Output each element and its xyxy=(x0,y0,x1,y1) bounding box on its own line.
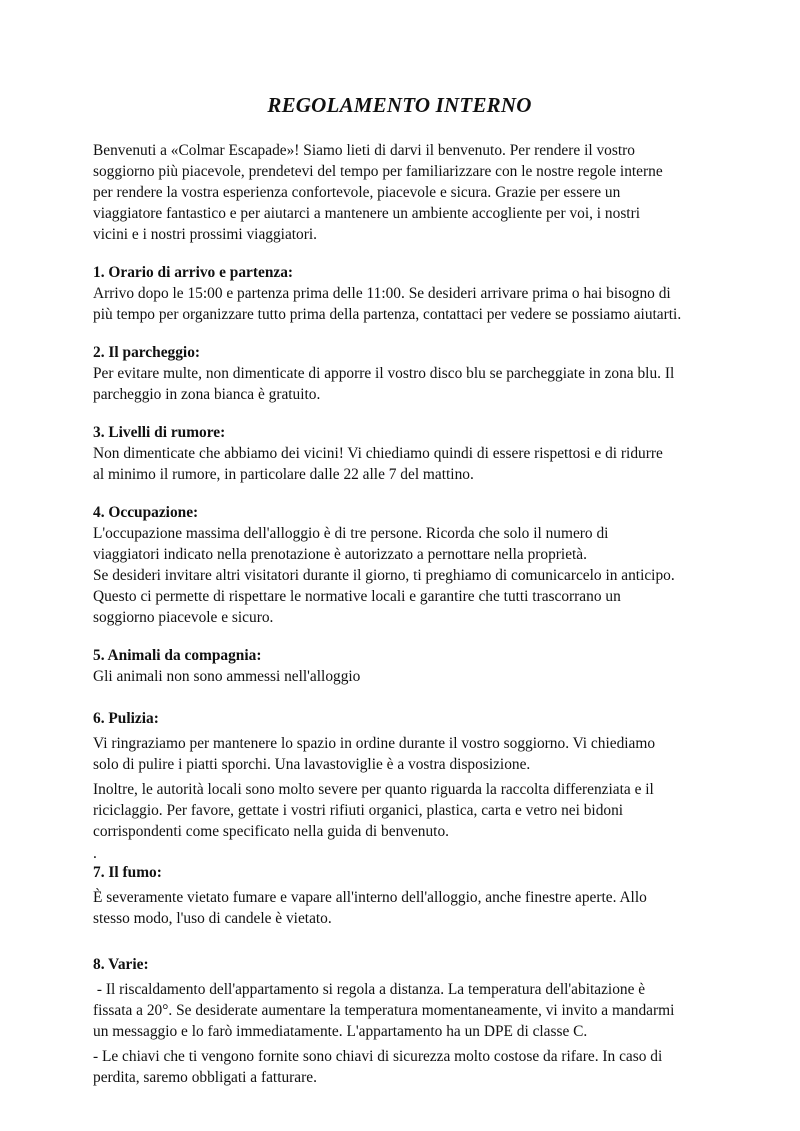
section-line: - Il riscaldamento dell'appartamento si regola a distanza. La temperatura dell'abitazione è xyxy=(93,981,646,998)
section-parking xyxy=(93,342,706,405)
section-line: - Le chiavi che ti vengono fornite sono chiavi di sicurezza molto costose da rifare. In caso di xyxy=(93,1048,663,1065)
section-line: Inoltre, le autorità locali sono molto severe per quanto riguarda la raccolta differenziata e il xyxy=(93,781,654,798)
section-line: Arrivo dopo le 15:00 e partenza prima delle 11:00. Se desideri arrivare prima o hai bisogno di xyxy=(93,285,671,302)
section-heading: 4. Occupazione: xyxy=(93,504,199,521)
section-line: È severamente vietato fumare e vapare all'interno dell'alloggio, anche finestre aperte. Allo xyxy=(93,889,647,906)
section-occupancy xyxy=(93,502,706,628)
page-title: REGOLAMENTO INTERNO xyxy=(267,93,532,117)
intro-line: Benvenuti a «Colmar Escapade»! Siamo lieti di darvi il benvenuto. Per rendere il vostro xyxy=(93,142,635,159)
section-line: viaggiatori indicato nella prenotazione è autorizzato a pernottare nella proprietà. xyxy=(93,546,587,563)
section-heading: 7. Il fumo: xyxy=(93,864,162,881)
section-line: riciclaggio. Per favore, gettate i vostri rifiuti organici, plastica, carta e vetro nei bidoni xyxy=(93,802,624,819)
section-line: Questo ci permette di rispettare le normative locali e garantire che tutti trascorrano un xyxy=(93,588,621,605)
section-noise xyxy=(93,422,706,485)
section-heading: 1. Orario di arrivo e partenza: xyxy=(93,264,294,281)
section-line: Gli animali non sono ammessi nell'alloggio xyxy=(93,668,361,685)
section-line: fissata a 20°. Se desiderate aumentare la temperatura momentaneamente, vi invito a mandarmi xyxy=(93,1002,675,1019)
section-line: Per evitare multe, non dimenticate di apporre il vostro disco blu se parcheggiate in zona blu. Il xyxy=(93,365,675,382)
section-line: perdita, saremo obbligati a fatturare. xyxy=(93,1069,317,1086)
section-smoking xyxy=(93,862,706,929)
intro-line: per rendere la vostra esperienza confortevole, piacevole e sicura. Grazie per essere un xyxy=(93,184,621,201)
intro-line: viaggiatore fantastico e per aiutarci a mantenere un ambiente accogliente per voi, i nostri xyxy=(93,205,640,222)
section-line: Non dimenticate che abbiamo dei vicini! Vi chiediamo quindi di essere rispettosi e di ridurre xyxy=(93,445,663,462)
section-line: più tempo per organizzare tutto prima della partenza, contattaci per vedere se possiamo aiutarti. xyxy=(93,306,682,323)
section-line: un messaggio e lo farò immediatamente. L'appartamento ha un DPE di classe C. xyxy=(93,1023,588,1040)
section-heading: 8. Varie: xyxy=(93,956,149,973)
section-line: Vi ringraziamo per mantenere lo spazio in ordine durante il vostro soggiorno. Vi chiediamo xyxy=(93,735,656,752)
section-pets xyxy=(93,645,706,687)
section-line: Se desideri invitare altri visitatori durante il giorno, ti preghiamo di comunicarcelo in anticipo. xyxy=(93,567,675,584)
section-line: corrispondenti come specificato nella guida di benvenuto. xyxy=(93,823,450,840)
intro-line: soggiorno più piacevole, prendetevi del tempo per familiarizzare con le nostre regole interne xyxy=(93,163,663,180)
section-line: solo di pulire i piatti sporchi. Una lavastoviglie è a vostra disposizione. xyxy=(93,756,531,773)
section-heading: 6. Pulizia: xyxy=(93,710,159,727)
section-arrival-departure xyxy=(93,262,706,325)
section-line: soggiorno piacevole e sicuro. xyxy=(93,609,274,626)
intro-paragraph xyxy=(93,140,706,245)
section-line: stesso modo, l'uso di candele è vietato. xyxy=(93,910,332,927)
section-heading: 2. Il parcheggio: xyxy=(93,344,201,361)
section-line: L'occupazione massima dell'alloggio è di tre persone. Ricorda che solo il numero di xyxy=(93,525,609,542)
section-misc xyxy=(93,954,706,1088)
stray-period: . xyxy=(93,845,97,862)
section-line: parcheggio in zona bianca è gratuito. xyxy=(93,386,321,403)
section-heading: 5. Animali da compagnia: xyxy=(93,647,262,664)
section-line: al minimo il rumore, in particolare dalle 22 alle 7 del mattino. xyxy=(93,466,474,483)
section-cleaning xyxy=(93,708,706,862)
intro-line: vicini e i nostri prossimi viaggiatori. xyxy=(93,226,317,243)
section-heading: 3. Livelli di rumore: xyxy=(93,424,226,441)
